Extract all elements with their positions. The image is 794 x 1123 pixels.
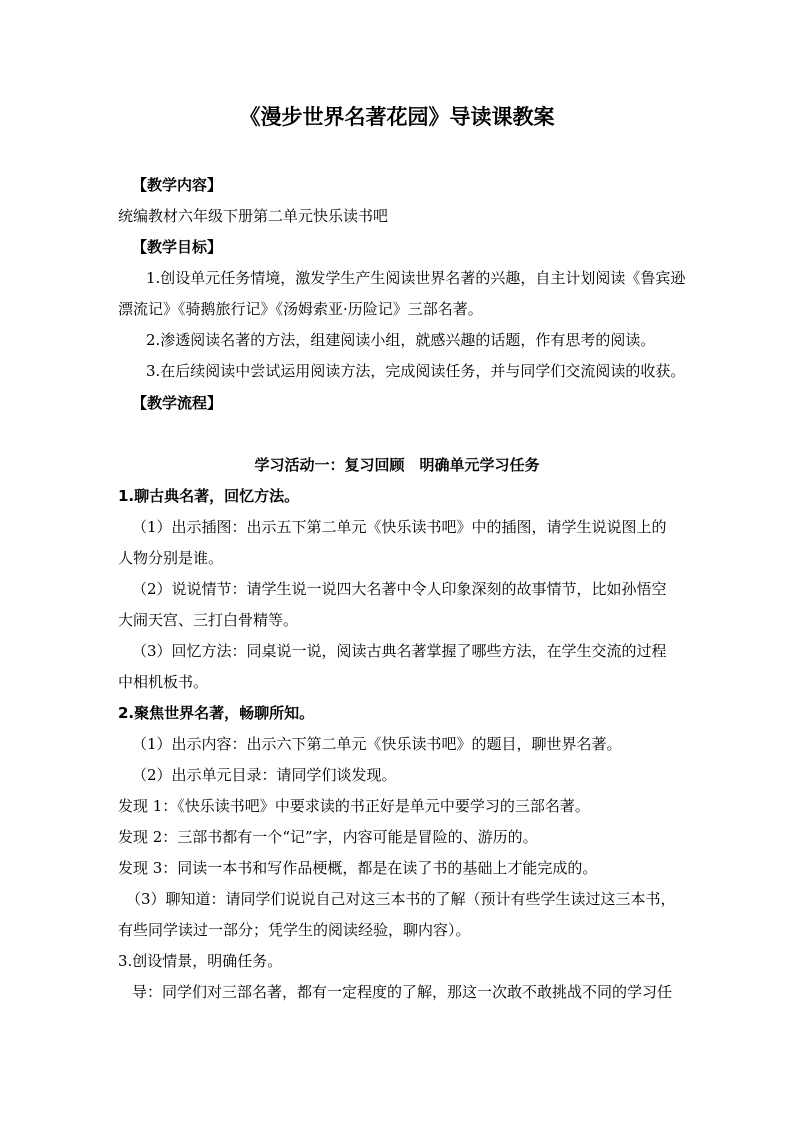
content-text: 统编教材六年级下册第二单元快乐读书吧 bbox=[118, 207, 389, 225]
step-3-title: 3.创设情景，明确任务。 bbox=[118, 952, 283, 970]
finding-2: 发现 2：三部书都有一个“记”字，内容可能是冒险的、游历的。 bbox=[118, 828, 538, 846]
activity-heading: 学习活动一：复习回顾 明确单元学习任务 bbox=[254, 456, 540, 474]
step-2-para-2: （2）出示单元目录：请同学们谈发现。 bbox=[132, 766, 397, 784]
section-header-process: 【教学流程】 bbox=[132, 394, 223, 412]
step-2-para-1: （1）出示内容：出示六下第二单元《快乐读书吧》的题目，聊世界名著。 bbox=[132, 735, 622, 753]
section-header-content: 【教学内容】 bbox=[132, 176, 223, 194]
step-1-para-3-line-2: 中相机板书。 bbox=[118, 673, 209, 691]
goal-2: 2.渗透阅读名著的方法，组建阅读小组，就感兴趣的话题，作有思考的阅读。 bbox=[146, 331, 656, 349]
step-1-para-1-line-1: （1）出示插图：出示五下第二单元《快乐读书吧》中的插图，请学生说说图上的 bbox=[132, 518, 667, 536]
finding-1: 发现 1：《快乐读书吧》中要求读的书正好是单元中要学习的三部名著。 bbox=[118, 797, 590, 815]
step-1-para-1-line-2: 人物分别是谁。 bbox=[118, 549, 224, 567]
goal-3: 3.在后续阅读中尝试运用阅读方法，完成阅读任务，并与同学们交流阅读的收获。 bbox=[146, 362, 686, 380]
page-title: 《漫步世界名著花园》导读课教案 bbox=[239, 105, 555, 129]
section-header-goals: 【教学目标】 bbox=[132, 238, 223, 256]
goal-1-line-1: 1.创设单元任务情境，激发学生产生阅读世界名著的兴趣，自主计划阅读《鲁宾逊 bbox=[146, 269, 686, 287]
step-1-title: 1.聊古典名著，回忆方法。 bbox=[118, 487, 300, 505]
finding-3: 发现 3：同读一本书和写作品梗概，都是在读了书的基础上才能完成的。 bbox=[118, 859, 598, 877]
step-3-para-1-line-1: 导：同学们对三部名著，都有一定程度的了解，那这一次敢不敢挑战不同的学习任 bbox=[132, 983, 673, 1001]
step-2-title: 2.聚焦世界名著，畅聊所知。 bbox=[118, 704, 315, 722]
step-1-para-2-line-1: （2）说说情节：请学生说一说四大名著中令人印象深刻的故事情节，比如孙悟空 bbox=[132, 580, 667, 598]
goal-1-line-2: 漂流记》《骑鹅旅行记》《汤姆索亚·历险记》三部名著。 bbox=[118, 300, 483, 318]
step-2-para-3-line-2: 有些同学读过一部分；凭学生的阅读经验，聊内容）。 bbox=[118, 921, 471, 939]
step-1-para-3-line-1: （3）回忆方法：同桌说一说，阅读古典名著掌握了哪些方法，在学生交流的过程 bbox=[132, 642, 667, 660]
step-2-para-3-line-1: （3）聊知道：请同学们说说自己对这三本书的了解（预计有些学生读过这三本书， bbox=[126, 890, 676, 908]
step-1-para-2-line-2: 大闹天宫、三打白骨精等。 bbox=[118, 611, 299, 629]
